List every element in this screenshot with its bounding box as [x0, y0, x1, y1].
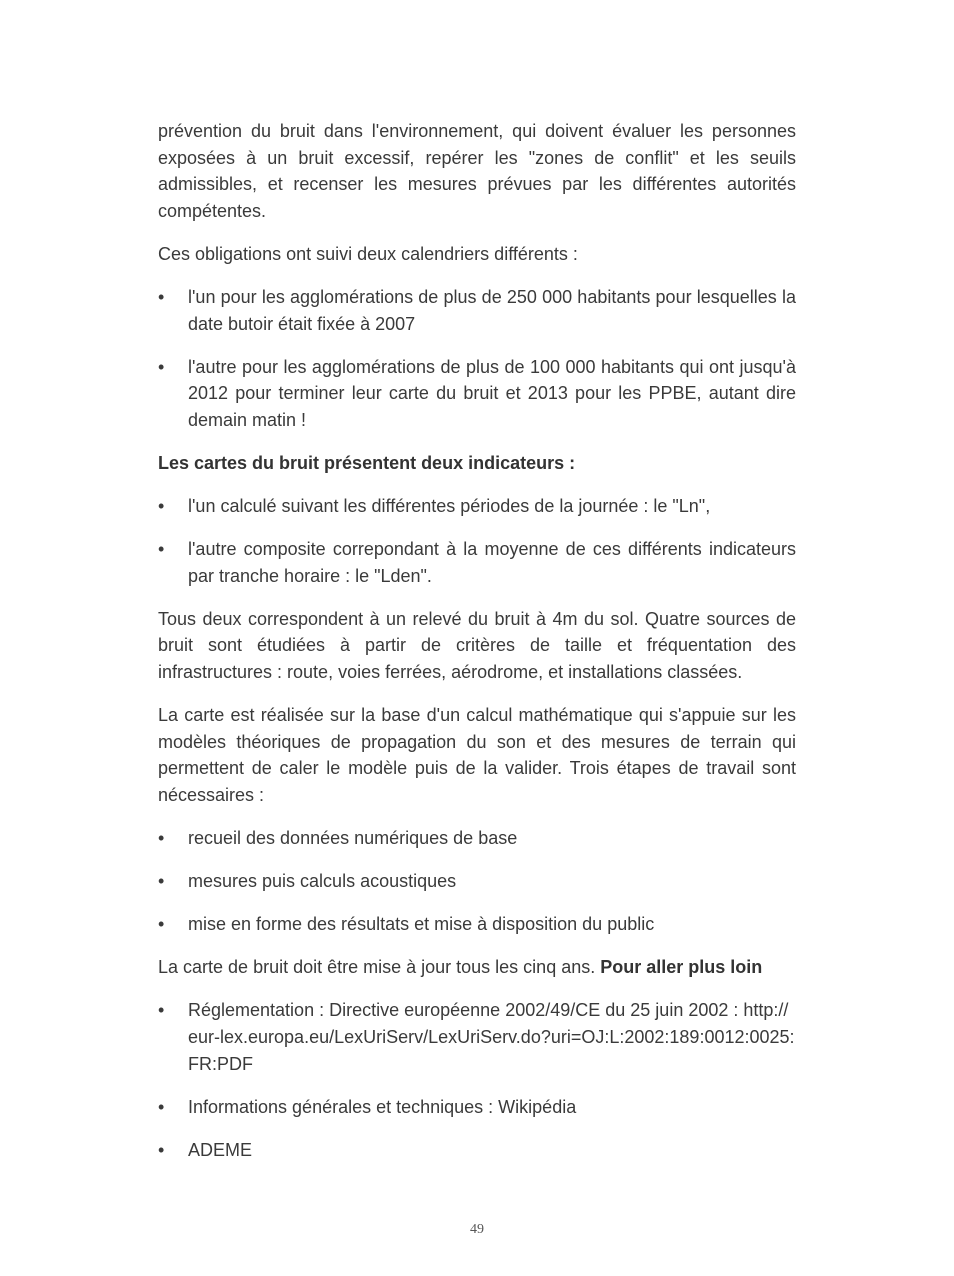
- bullet-icon: •: [158, 1096, 165, 1117]
- list-item-text: mise en forme des résultats et mise à disposition du public: [188, 914, 655, 935]
- list-item: [158, 825, 796, 852]
- list-item: [158, 284, 796, 337]
- list-item-text: l'un calculé suivant les différentes périodes de la journée : le "Ln",: [188, 496, 711, 517]
- further-heading: Pour aller plus loin: [600, 957, 763, 978]
- list-item: [158, 868, 796, 895]
- method-paragraph: La carte est réalisée sur la base d'un calcul mathématique qui s'appuie sur les modèles théoriques de propagation du son et des mesures de terrain qui permettent de caler le modèle puis de la valider. Trois étapes de travail sont nécessaires :: [158, 705, 796, 805]
- calendars-intro: Ces obligations ont suivi deux calendriers différents :: [158, 243, 578, 264]
- list-item: [158, 911, 796, 938]
- bullet-icon: •: [158, 539, 165, 560]
- ademe-link[interactable]: ADEME: [188, 1139, 253, 1160]
- bullet-icon: •: [158, 871, 165, 892]
- update-paragraph: [158, 954, 796, 981]
- list-item-text: mesures puis calculs acoustiques: [188, 871, 457, 892]
- list-item: [158, 997, 796, 1077]
- list-item-text: recueil des données numériques de base: [188, 827, 518, 848]
- list-item: [158, 1137, 796, 1164]
- indicators-heading: Les cartes du bruit présentent deux indicateurs :: [158, 452, 576, 473]
- list-item: [158, 1094, 796, 1121]
- document-page: [158, 118, 796, 1180]
- list-item-text: l'autre pour les agglomérations de plus de 100 000 habitants qui ont jusqu'à 2012 pour terminer leur carte du bruit et 2013 pour les PPBE, autant dire demain matin !: [188, 356, 796, 430]
- list-item: [158, 536, 796, 589]
- indicators-list: [158, 493, 796, 589]
- list-item-text: l'autre composite correpondant à la moyenne de ces différents indicateurs par tranche horaire : le "Lden".: [188, 539, 796, 586]
- list-item-text: l'un pour les agglomérations de plus de 250 000 habitants pour lesquelles la date butoir était fixée à 2007: [188, 286, 796, 334]
- steps-list: [158, 825, 796, 938]
- wikipedia-link[interactable]: Informations générales et techniques : Wikipédia: [188, 1096, 577, 1117]
- bullet-icon: •: [158, 286, 165, 307]
- bullet-icon: •: [158, 914, 165, 935]
- calendars-list: [158, 284, 796, 433]
- bullet-icon: •: [158, 1139, 165, 1160]
- bullet-icon: •: [158, 356, 165, 377]
- sources-paragraph: Tous deux correspondent à un relevé du bruit à 4m du sol. Quatre sources de bruit sont étudiées à partir de critères de taille et fréquentation des infrastructures : route, voies ferrées, aérodrome, et installations classées.: [158, 608, 796, 682]
- intro-paragraph: prévention du bruit dans l'environnement, qui doivent évaluer les personnes exposées à un bruit excessif, repérer les "zones de conflit" et les seuils admissibles, et recenser les mesures prévues par les différentes autorités compétentes.: [158, 121, 796, 221]
- regulation-link[interactable]: Réglementation : Directive européenne 2002/49/CE du 25 juin 2002 : http://eur-lex.europa.eu/LexUriServ/LexUriServ.do?uri=OJ:L:2002:189:0012:0025:FR:PDF: [188, 1000, 795, 1074]
- update-sentence: La carte de bruit doit être mise à jour tous les cinq ans.: [158, 957, 596, 978]
- list-item: [158, 354, 796, 434]
- resources-list: [158, 997, 796, 1163]
- page-number: 49: [470, 1222, 484, 1237]
- bullet-icon: •: [158, 827, 165, 848]
- list-item: [158, 493, 796, 520]
- bullet-icon: •: [158, 496, 165, 517]
- bullet-icon: •: [158, 1000, 165, 1021]
